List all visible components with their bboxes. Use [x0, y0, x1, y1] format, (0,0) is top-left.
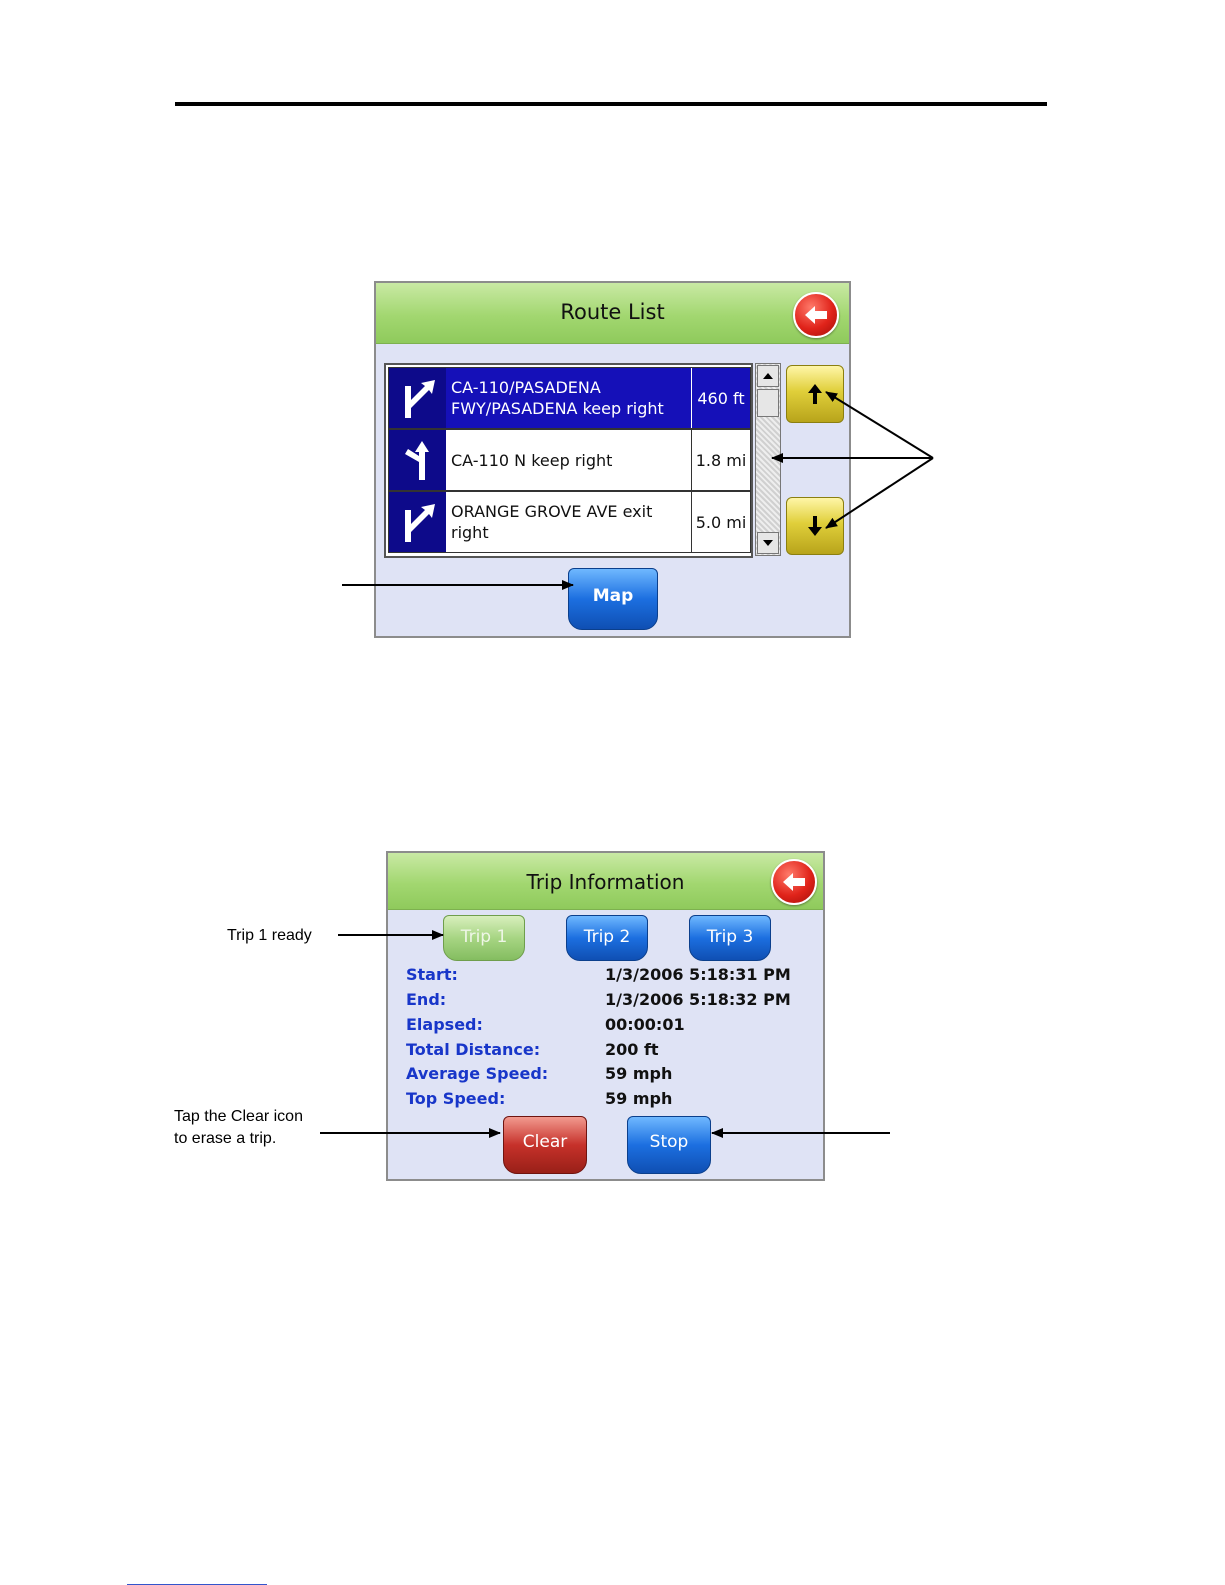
route-list-window: [374, 281, 851, 638]
tab-trip-3[interactable]: Trip 3: [689, 915, 771, 961]
route-row-icon-cell: [389, 492, 446, 552]
scroll-down-triangle-icon: [758, 533, 778, 553]
trip1-ready-note: Trip 1 ready: [227, 927, 312, 944]
total-distance-label: Total Distance:: [406, 1040, 541, 1059]
route-row-instruction: CA-110/PASADENA FWY/PASADENA keep right: [451, 378, 664, 418]
top-speed-label: Top Speed:: [406, 1089, 506, 1108]
map-button[interactable]: Map: [568, 568, 658, 630]
keep-right-icon: [399, 378, 437, 418]
clear-note-line-1: Tap the Clear icon: [174, 1108, 303, 1125]
trip-information-window: [386, 851, 825, 1181]
route-list-scrollbar[interactable]: [755, 363, 781, 556]
exit-right-icon: [399, 502, 437, 542]
scroll-down-arrow-icon: [801, 512, 829, 540]
stop-button[interactable]: Stop: [627, 1116, 711, 1174]
route-row-2[interactable]: [388, 429, 751, 491]
back-arrow-icon: [773, 861, 815, 903]
end-value: 1/3/2006 5:18:32 PM: [605, 990, 791, 1009]
top-rule: [175, 102, 1047, 106]
scroll-up-triangle-icon: [758, 366, 778, 386]
route-list: [384, 363, 753, 558]
total-distance-value: 200 ft: [605, 1040, 659, 1059]
back-button[interactable]: [793, 292, 839, 338]
route-row-1[interactable]: [388, 367, 751, 429]
average-speed-label: Average Speed:: [406, 1064, 549, 1083]
page-up-button[interactable]: [786, 365, 844, 423]
route-row-instruction: CA-110 N keep right: [451, 450, 613, 470]
scrollbar-up-button[interactable]: [757, 365, 779, 387]
end-label: End:: [406, 990, 447, 1009]
route-row-instruction: ORANGE GROVE AVE exit right: [451, 502, 653, 542]
tab-trip-2[interactable]: Trip 2: [566, 915, 648, 961]
elapsed-value: 00:00:01: [605, 1015, 685, 1034]
average-speed-value: 59 mph: [605, 1064, 673, 1083]
scrollbar-down-button[interactable]: [757, 532, 779, 554]
top-speed-value: 59 mph: [605, 1089, 673, 1108]
back-button[interactable]: [771, 859, 817, 905]
scrollbar-thumb[interactable]: [757, 389, 779, 417]
route-row-3[interactable]: [388, 491, 751, 553]
start-value: 1/3/2006 5:18:31 PM: [605, 965, 791, 984]
scroll-up-arrow-icon: [801, 380, 829, 408]
route-row-distance: 5.0 mi: [691, 492, 750, 552]
back-arrow-icon: [795, 294, 837, 336]
elapsed-label: Elapsed:: [406, 1015, 483, 1034]
route-row-distance: 460 ft: [691, 368, 750, 428]
clear-note-line-2: to erase a trip.: [174, 1130, 277, 1147]
trip-info-titlebar: [388, 853, 823, 910]
route-list-titlebar: [376, 283, 849, 344]
route-row-icon-cell: [389, 430, 446, 490]
route-row-distance: 1.8 mi: [691, 430, 750, 490]
trip-info-title: Trip Information: [526, 870, 685, 894]
tab-trip-1[interactable]: Trip 1: [443, 915, 525, 961]
fork-right-icon: [399, 440, 437, 480]
clear-button[interactable]: Clear: [503, 1116, 587, 1174]
page-down-button[interactable]: [786, 497, 844, 555]
start-label: Start:: [406, 965, 458, 984]
route-list-title: Route List: [560, 300, 665, 324]
route-row-icon-cell: [389, 368, 446, 428]
